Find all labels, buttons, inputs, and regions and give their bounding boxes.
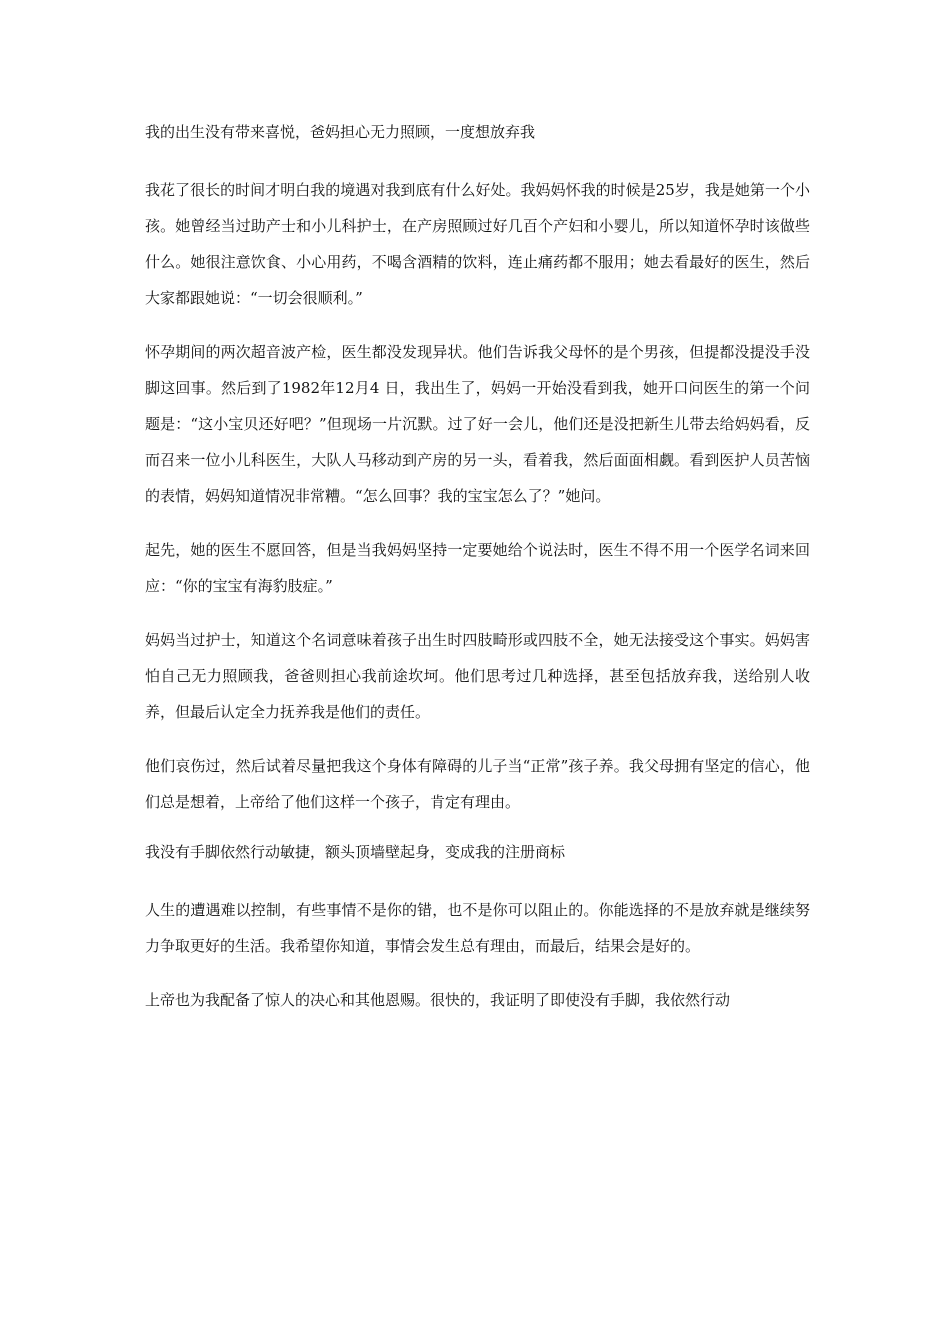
section-heading: 我没有手脚依然行动敏捷，额头顶墙壁起身，变成我的注册商标 <box>145 843 566 861</box>
section-heading: 我的出生没有带来喜悦，爸妈担心无力照顾，一度想放弃我 <box>145 123 536 141</box>
paragraph: 我花了很长的时间才明白我的境遇对我到底有什么好处。我妈妈怀我的时候是25岁，我是她第一个小孩。她曾经当过助产士和小儿科护士，在产房照顾过好几百个产妇和小婴儿，所以知道怀孕时该做些什么。她很注意饮食、小心用药，不喝含酒精的饮料，连止痛药都不服用；她去看最好的医生，然后大家都跟她说：“一切会很顺利。” <box>145 181 810 307</box>
paragraph: 妈妈当过护士，知道这个名词意味着孩子出生时四肢畸形或四肢不全，她无法接受这个事实。妈妈害怕自己无力照顾我，爸爸则担心我前途坎坷。他们思考过几种选择，甚至包括放弃我，送给别人收养，但最后认定全力抚养我是他们的责任。 <box>145 631 810 721</box>
document-page <box>145 118 810 1036</box>
paragraph: 起先，她的医生不愿回答，但是当我妈妈坚持一定要她给个说法时，医生不得不用一个医学名词来回应：“你的宝宝有海豹肢症。” <box>145 541 810 595</box>
paragraph: 他们哀伤过，然后试着尽量把我这个身体有障碍的儿子当“正常”孩子养。我父母拥有坚定的信心，他们总是想着，上帝给了他们这样一个孩子，肯定有理由。 <box>145 757 810 811</box>
paragraph: 上帝也为我配备了惊人的决心和其他恩赐。很快的，我证明了即使没有手脚，我依然行动 <box>145 991 731 1009</box>
paragraph: 怀孕期间的两次超音波产检，医生都没发现异状。他们告诉我父母怀的是个男孩，但提都没提没手没脚这回事。然后到了1982年12月4 日，我出生了，妈妈一开始没看到我，她开口问医生的第一个问题是：“这小宝贝还好吧？”但现场一片沉默。过了好一会儿，他们还是没把新生儿带去给妈妈看，反而召来一位小儿科医生，大队人马移动到产房的另一头，看着我，然后面面相觑。看到医护人员苦恼的表情，妈妈知道情况非常糟。“怎么回事？我的宝宝怎么了？”她问。 <box>145 343 810 505</box>
paragraph: 人生的遭遇难以控制，有些事情不是你的错，也不是你可以阻止的。你能选择的不是放弃就是继续努力争取更好的生活。我希望你知道，事情会发生总有理由，而最后，结果会是好的。 <box>145 901 810 955</box>
